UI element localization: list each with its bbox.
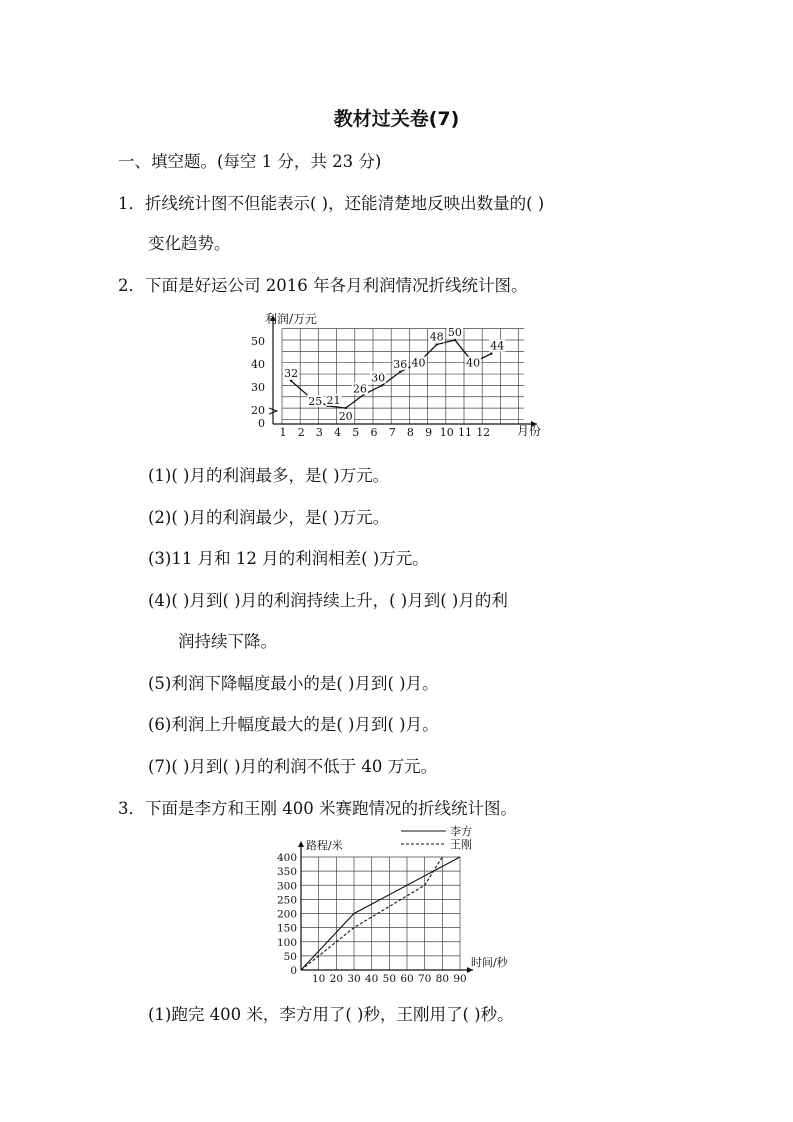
profit-chart-data-label: 20: [338, 410, 353, 424]
question-2-intro: 2．下面是好运公司 2016 年各月利润情况折线统计图。: [118, 276, 528, 295]
profit-chart-point: [290, 380, 292, 382]
race-chart-y-axis-arrow: [298, 841, 304, 847]
question-2-sub-6: (6)利润上升幅度最大的是( )月到( )月。: [148, 715, 439, 734]
profit-chart-point: [454, 339, 456, 341]
race-chart-y-axis-label: 路程/米: [306, 839, 343, 852]
race-chart-x-tick-label: 40: [364, 973, 379, 985]
question-1-line-2: 变化趋势。: [148, 234, 231, 253]
race-chart-y-tick-label: 100: [276, 936, 297, 949]
profit-line-chart: [245, 305, 555, 440]
profit-chart-x-axis-label: 月份: [517, 424, 542, 438]
question-2-sub-2: (2)( )月的利润最少，是( )万元。: [148, 508, 390, 527]
race-chart-legend-label: 王刚: [450, 838, 472, 851]
race-chart-y-tick-label: 400: [276, 852, 297, 864]
race-line-chart: [268, 825, 528, 985]
profit-chart-x-tick-label: 9: [425, 426, 433, 439]
race-chart-y-tick-label: 350: [276, 866, 297, 879]
profit-chart-point: [345, 407, 347, 409]
race-chart-y-tick-label: 0: [290, 965, 297, 977]
question-2-sub-5: (5)利润下降幅度最小的是( )月到( )月。: [148, 674, 439, 693]
question-2-sub-4-line-1: (4)( )月到( )月的利润持续上升，( )月到( )月的利: [148, 591, 508, 610]
profit-chart-data-label: 40: [466, 356, 481, 370]
profit-chart-data-label: 48: [429, 330, 444, 344]
profit-chart-data-labels: [283, 326, 505, 423]
profit-chart-x-tick-label: 2: [297, 426, 305, 439]
profit-chart-point: [436, 343, 438, 345]
question-2-sub-7: (7)( )月到( )月的利润不低于 40 万元。: [148, 757, 438, 776]
race-chart-legend-label: 李方: [450, 825, 472, 838]
profit-chart-data-label: 40: [411, 356, 426, 370]
race-chart-x-tick-label: 20: [329, 973, 344, 985]
profit-chart-data-label: 36: [393, 357, 408, 371]
race-chart-x-tick-label: 70: [417, 973, 432, 985]
profit-chart-grid: [282, 329, 524, 424]
profit-chart-x-tick-label: 8: [406, 426, 414, 439]
question-2-sub-1: (1)( )月的利润最多，是( )万元。: [148, 466, 390, 485]
profit-chart-x-tick-label: 10: [439, 426, 454, 439]
profit-chart-y-axis-label: 利润/万元: [265, 312, 318, 326]
question-1-line-1: 1．折线统计图不但能表示( )，还能清楚地反映出数量的( ): [118, 194, 545, 213]
race-chart-grid: [301, 857, 460, 970]
race-chart-x-tick-label: 90: [453, 973, 467, 985]
race-chart-y-tick-label: 50: [283, 950, 297, 963]
profit-chart-x-tick-label: 3: [315, 426, 323, 439]
race-chart-y-tick-label: 300: [276, 880, 297, 893]
profit-chart-y-tick-label: 0: [258, 417, 265, 430]
race-chart-y-tick-label: 150: [276, 922, 297, 935]
profit-chart-x-tick-label: 11: [458, 426, 472, 439]
profit-chart-data-label: 21: [326, 393, 341, 407]
race-chart-x-axis-label: 时间/秒: [471, 956, 508, 969]
page-title: 教材过关卷(7): [333, 108, 460, 130]
profit-chart-point: [399, 371, 401, 373]
profit-chart-point: [490, 352, 492, 354]
profit-chart-data-label: 30: [371, 371, 386, 385]
race-chart-y-tick-label: 200: [276, 908, 297, 921]
question-2-sub-3: (3)11 月和 12 月的利润相差( )万元。: [148, 549, 429, 568]
profit-chart-y-tick-label: 30: [251, 381, 265, 394]
profit-chart-data-label: 50: [447, 326, 462, 339]
profit-chart-y-tick-label: 50: [251, 335, 265, 348]
question-3-sub-1: (1)跑完 400 米，李方用了( )秒，王刚用了( )秒。: [148, 1005, 514, 1024]
profit-chart-x-tick-label: 5: [352, 426, 360, 439]
profit-chart-data-label: 26: [352, 382, 367, 396]
race-chart-x-tick-label: 60: [400, 973, 414, 985]
profit-chart-data-label: 44: [490, 339, 505, 353]
race-chart-x-tick-label: 30: [347, 973, 361, 985]
section-heading: 一、填空题。(每空 1 分，共 23 分): [118, 152, 382, 171]
race-chart-x-tick-label: 80: [435, 973, 450, 985]
profit-chart-x-tick-label: 4: [334, 426, 342, 439]
question-3-intro: 3．下面是李方和王刚 400 米赛跑情况的折线统计图。: [118, 799, 517, 818]
profit-chart-data-label: 32: [284, 366, 299, 380]
profit-chart-y-tick-label: 20: [251, 404, 265, 417]
profit-chart-x-tick-label: 6: [370, 426, 378, 439]
race-chart-legend: [401, 825, 472, 851]
profit-chart-data-label: 25: [308, 394, 323, 408]
profit-chart-x-tick-label: 1: [279, 426, 287, 439]
race-chart-axes: [298, 841, 473, 973]
race-chart-y-tick-label: 250: [276, 894, 297, 907]
profit-chart-x-tick-label: 7: [388, 426, 396, 439]
race-chart-x-tick-label: 50: [382, 973, 397, 985]
race-chart-x-tick-label: 10: [311, 973, 326, 985]
profit-chart-point: [381, 384, 383, 386]
profit-chart-x-tick-label: 12: [476, 426, 491, 439]
question-2-sub-4-line-2: 润持续下降。: [178, 632, 277, 651]
profit-chart-ticks: [251, 335, 490, 439]
profit-chart-y-tick-label: 40: [251, 358, 265, 371]
